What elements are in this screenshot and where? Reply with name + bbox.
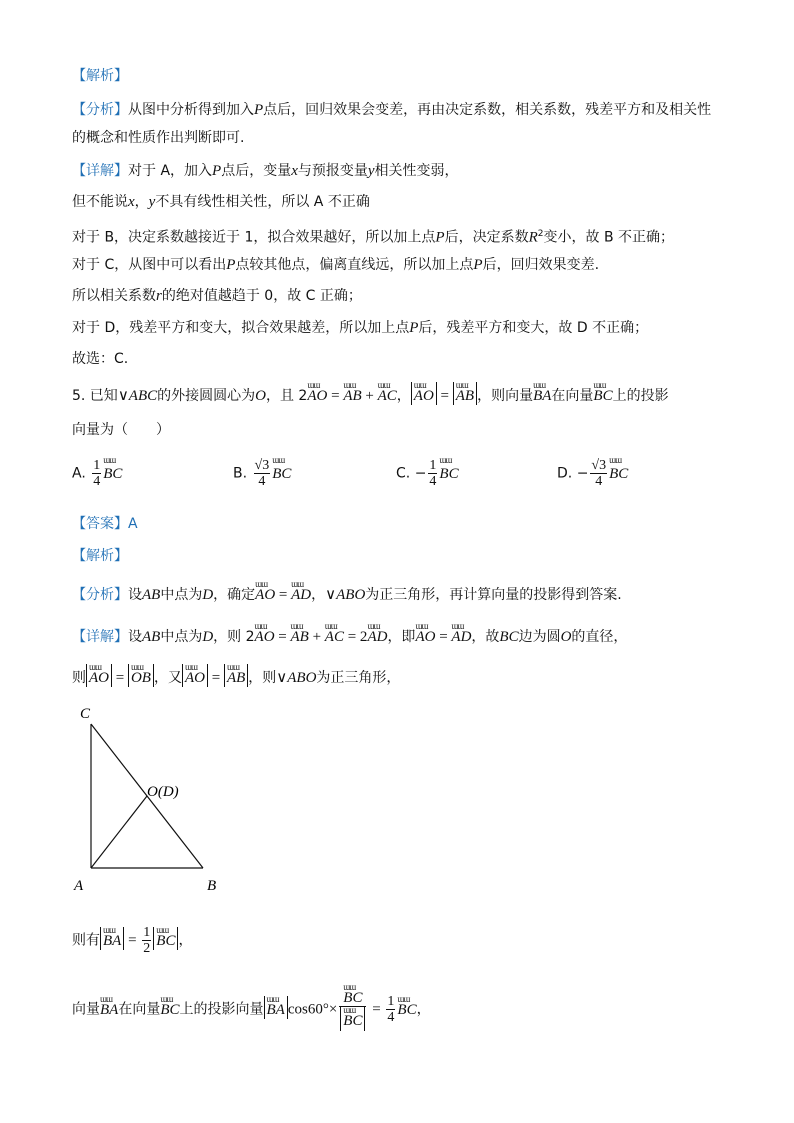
detail-line-a: 【详解】对于 A，加入P点后，变量x与预报变量y相关性变弱， bbox=[72, 163, 459, 179]
analysis-line-2: 的概念和性质作出判断即可. bbox=[72, 130, 245, 146]
label-b: B bbox=[207, 878, 217, 894]
option-a[interactable]: A. $\frac{1}{4}$ ɯɯ BC bbox=[72, 458, 122, 489]
answer-analysis-heading: 【解析】 bbox=[72, 548, 128, 564]
label-a: A bbox=[74, 878, 84, 894]
detail-line-c: 对于 C，从图中可以看出P点较其他点，偏离直线远，所以加上点P后，回归效果变差. bbox=[72, 257, 600, 273]
answer-line: 【答案】A bbox=[72, 516, 138, 532]
option-c[interactable]: C. − $\frac{1}{4}$ ɯɯ BC bbox=[396, 458, 459, 489]
label-c: C bbox=[80, 706, 91, 722]
detail-line-b: 对于 B，决定系数越接近于 1，拟合效果越好，所以加上点P后，决定系数$R^2$变小，故 B 不正确； bbox=[72, 229, 675, 246]
option-d[interactable]: D. − $\frac{√3}{4}$ ɯɯ BC bbox=[557, 458, 628, 489]
label-od: O(D) bbox=[147, 784, 179, 800]
choice-line: 故选：C. bbox=[72, 351, 129, 367]
analysis-heading: 【解析】 bbox=[72, 68, 128, 84]
triangle-figure bbox=[70, 700, 230, 895]
answer-detail-line-3: 则有ɯɯ BA = $\frac{1}{2}$ ɯɯ BC ， bbox=[72, 925, 192, 956]
edge-ao bbox=[91, 796, 147, 868]
option-b[interactable]: B. $\frac{√3}{4}$ ɯɯ BC bbox=[233, 458, 291, 489]
answer-detail-line-2: 则ɯɯ AO = ɯɯ OB ，又ɯɯ AO = ɯɯ AB ，则∨ABO为正三角形， bbox=[72, 664, 400, 688]
question-5-stem-2: 向量为（ ） bbox=[72, 422, 170, 438]
answer-detail-line-4: 向量ɯɯ BA在向量ɯɯ BC上的投影向量ɯɯ BA cos60°× ɯɯ BC ɯɯ BC = $\frac{1}{4}$ ɯɯ BC， bbox=[72, 988, 431, 1031]
detail-line-r: 所以相关系数r的绝对值越趋于 0，故 C 正确； bbox=[72, 288, 362, 304]
answer-analysis-line: 【分析】设AB中点为D，确定ɯɯ AO = ɯɯ AD，∨ABO为正三角形，再计算向量的投影得到答案. bbox=[72, 582, 622, 605]
detail-line-a2: 但不能说x，y不具有线性相关性，所以 A 不正确 bbox=[72, 194, 370, 210]
answer-detail-line-1: 【详解】设AB中点为D，则 2ɯɯ AO = ɯɯ AB + ɯɯ AC = 2ɯɯ AD，即ɯɯ AO = ɯɯ AD，故BC边为圆O的直径， bbox=[72, 624, 627, 647]
analysis-line-1: 【分析】从图中分析得到加入P点后，回归效果会变差，再由决定系数，相关系数，残差平方和及相关性 bbox=[72, 102, 712, 118]
detail-line-d: 对于 D，残差平方和变大，拟合效果越差，所以加上点P后，残差平方和变大，故 D 不正确； bbox=[72, 320, 649, 336]
question-5-stem: 5. 已知∨ABC的外接圆圆心为O，且 2ɯɯ AO = ɯɯ AB + ɯɯ AC，ɯɯ AO = ɯɯ AB ，则向量ɯɯ BA在向量ɯɯ BC上的投影 bbox=[72, 382, 669, 406]
